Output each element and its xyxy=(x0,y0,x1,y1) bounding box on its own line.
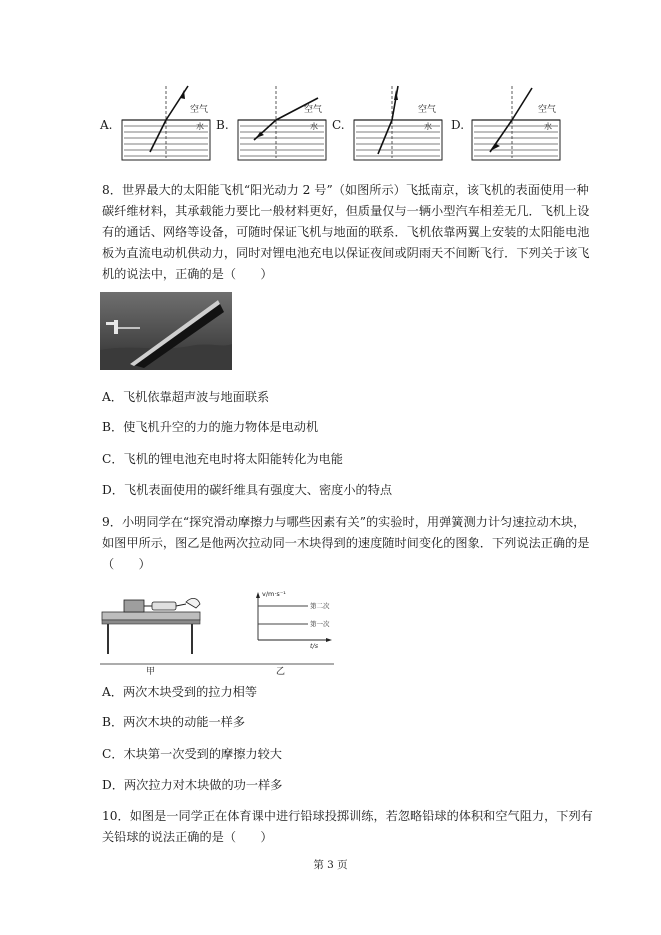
graph-x-axis-label: t/s xyxy=(310,642,319,650)
q8-option-c: C．飞机的锂电池充电时将太阳能转化为电能 xyxy=(102,452,343,466)
refraction-diagram-d xyxy=(470,82,562,162)
refraction-diagram-c xyxy=(352,82,444,162)
air-label-c: 空气 xyxy=(418,105,437,115)
q8-option-b: B．使飞机升空的力的施力物体是电动机 xyxy=(102,420,319,434)
q9-line-2: 如图甲所示，图乙是他两次拉动同一木块得到的速度随时间变化的图象．下列说法正确的是 xyxy=(102,536,590,550)
q8-option-a: A．飞机依靠超声波与地面联系 xyxy=(102,390,270,404)
q10-line-2: 关铅球的说法正确的是（ ） xyxy=(102,830,273,844)
q9-line-3: （ ） xyxy=(102,557,151,571)
q9-line-1: 9．小明同学在“探究滑动摩擦力与哪些因素有关”的实验时，用弹簧测力计匀速拉动木块， xyxy=(102,515,586,529)
q8-line-3: 有的通话、网络等设备，可随时保证飞机与地面的联系．飞机依靠两翼上安装的太阳能电池 xyxy=(102,225,590,239)
option-letter-c: C. xyxy=(332,118,345,132)
option-letter-a: A. xyxy=(100,118,113,132)
water-label-c: 水 xyxy=(424,122,432,131)
q8-option-d: D．飞机表面使用的碳纤维具有强度大、密度小的特点 xyxy=(102,483,393,497)
refraction-diagram-b xyxy=(236,82,328,162)
water-label-a: 水 xyxy=(196,122,204,131)
water-label-d: 水 xyxy=(544,122,552,131)
series-second-label: 第二次 xyxy=(310,602,330,610)
air-label-d: 空气 xyxy=(538,105,557,115)
q8-line-4: 板为直流电动机供动力，同时对锂电池充电以保证夜间或阴雨天不间断飞行．下列关于该飞 xyxy=(102,246,590,260)
graph-y-axis-label: v/m·s⁻¹ xyxy=(262,590,286,598)
air-label-b: 空气 xyxy=(304,105,323,115)
figure-jia-table-block xyxy=(100,588,210,668)
q9-option-c: C．木块第一次受到的摩擦力较大 xyxy=(102,747,282,761)
q8-line-1: 8．世界最大的太阳能飞机“阳光动力 2 号”（如图所示）飞抵南京，该飞机的表面使用一种 xyxy=(102,183,589,197)
figure-jia-label: 甲 xyxy=(146,667,156,677)
q8-line-5: 机的说法中，正确的是（ ） xyxy=(102,267,273,281)
option-letter-b: B. xyxy=(216,118,229,132)
figure-yi-vt-graph xyxy=(210,588,334,668)
figure-yi-label: 乙 xyxy=(276,667,286,677)
q9-option-d: D．两次拉力对木块做的功一样多 xyxy=(102,778,283,792)
air-label-a: 空气 xyxy=(190,105,209,115)
option-letter-d: D. xyxy=(451,118,465,132)
refraction-diagram-a xyxy=(120,82,212,162)
q8-line-2: 碳纤维材料，其承载能力要比一般材料更好，但质量仅与一辆小型汽车相差无几．飞机上设 xyxy=(102,204,590,218)
q10-line-1: 10．如图是一同学正在体育课中进行铅球投掷训练，若忽略铅球的体积和空气阻力，下列有 xyxy=(102,809,593,823)
water-label-b: 水 xyxy=(310,122,318,131)
solar-airplane-photo xyxy=(100,292,232,370)
series-first-label: 第一次 xyxy=(310,620,330,628)
q9-option-b: B．两次木块的动能一样多 xyxy=(102,715,246,729)
page-number-footer: 第 3 页 xyxy=(313,859,348,871)
q9-option-a: A．两次木块受到的拉力相等 xyxy=(102,685,258,699)
